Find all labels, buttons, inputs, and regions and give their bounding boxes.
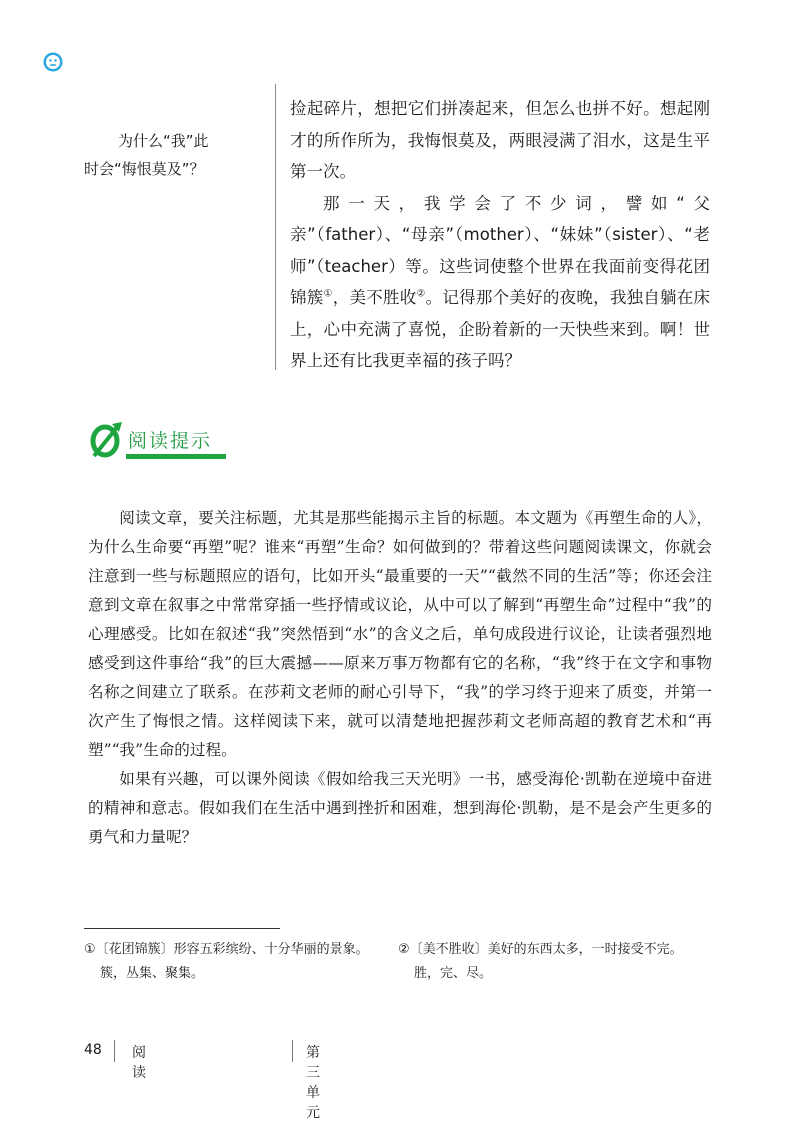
footnote-line: 胜，完、尽。 (414, 966, 493, 981)
section-underline (126, 454, 226, 459)
margin-question-line: 时会“悔恨莫及”？ (84, 160, 205, 178)
footer-unit: 第三单元 (306, 1045, 320, 1121)
footnote (84, 938, 384, 986)
footnote-ref: ① (323, 288, 333, 300)
reading-tips-header (88, 420, 228, 464)
footnote-rule (84, 928, 280, 929)
margin-question (84, 127, 264, 183)
reading-tips-icon (88, 420, 128, 464)
footnote-line: ②〔美不胜收〕美好的东西太多，一时接受不完。 (398, 942, 683, 957)
footnote-line: ①〔花团锦簇〕形容五彩缤纷、十分华丽的景象。 (84, 942, 369, 957)
footnote (398, 938, 718, 986)
footnote-ref: ② (416, 288, 426, 300)
story-paragraph: 捡起碎片，想把它们拼凑起来，但怎么也拼不好。想起刚才的所作所为，我悔恨莫及，两眼浸满了泪水，这是生平第一次。 (290, 99, 710, 181)
footer-divider (114, 1040, 115, 1062)
margin-divider (275, 84, 276, 370)
footer-divider (292, 1040, 293, 1062)
tips-paragraph: 阅读文章，要关注标题，尤其是那些能揭示主旨的标题。本文题为《再塑生命的人》，为什么生命要“再塑”呢？谁来“再塑”生命？如何做到的？带着这些问题阅读课文，你就会注意到一些与标题照应的语句，比如开头“最重要的一天”“截然不同的生活”等；你还会注意到文章在叙事之中常常穿插一些抒情或议论，从中可以了解到“再塑生命”过程中“我”的心理感受。比如在叙述“我”突然悟到“水”的含义之后，单句成段进行议论，让读者强烈地感受到这件事给“我”的巨大震撼——原来万事万物都有它的名称，“我”终于在文字和事物名称之间建立了联系。在莎莉文老师的耐心引导下，“我”的学习终于迎来了质变，并第一次产生了悔恨之情。这样阅读下来，就可以清楚地把握莎莉文老师高超的教育艺术和“再塑”“我”生命的过程。 (88, 509, 712, 759)
story-text (290, 93, 710, 377)
page-number: 48 (84, 1042, 102, 1058)
reading-tips-text (88, 504, 712, 852)
tips-paragraph: 如果有兴趣，可以课外阅读《假如给我三天光明》一书，感受海伦·凯勒在逆境中奋进的精神和意志。假如我们在生活中遇到挫折和困难，想到海伦·凯勒，是不是会产生更多的勇气和力量呢？ (88, 770, 712, 846)
story-paragraph: 那一天，我学会了不少词，譬如“父亲”（father）、“母亲”（mother）、“妹妹”（sister）、“老师”（teacher）等。这些词使整个世界在我面前变得花团锦簇①，美不胜收②。记得那个美好的夜晚，我独自躺在床上，心中充满了喜悦，企盼着新的一天快些来到。啊！世界上还有比我更幸福的孩子吗？ (290, 193, 711, 370)
footer-section: 阅读 (132, 1045, 152, 1081)
footnote-line: 簇，丛集、聚集。 (100, 966, 205, 981)
face-icon (42, 51, 64, 73)
section-title: 阅读提示 (128, 430, 213, 452)
margin-question-line: 为什么“我”此 (118, 132, 209, 150)
